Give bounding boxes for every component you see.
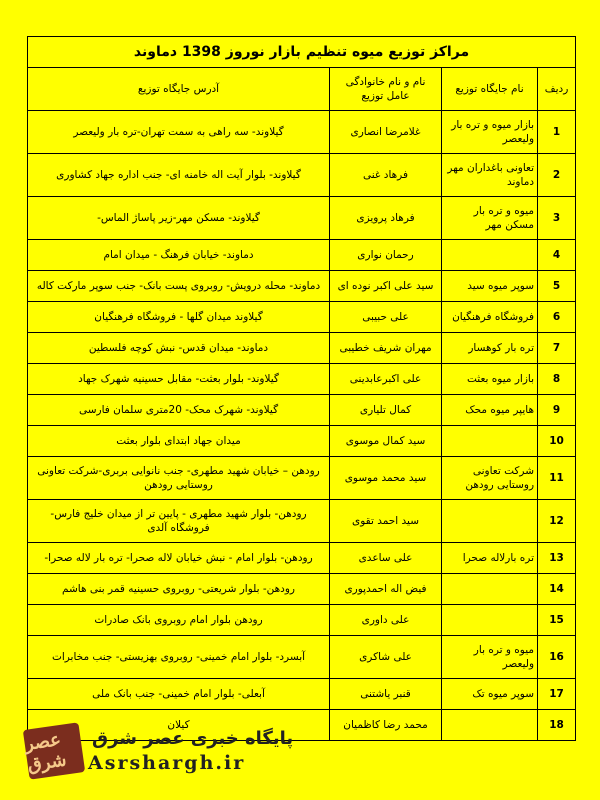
table-row — [28, 302, 576, 333]
row-number: 18 — [538, 710, 576, 741]
agent-name: علی حبیبی — [330, 302, 442, 333]
agent-name: مهران شریف خطیبی — [330, 333, 442, 364]
place-name: سوپر میوه تک — [442, 679, 538, 710]
address: دماوند- میدان قدس- نبش کوچه فلسطین — [28, 333, 330, 364]
row-number: 11 — [538, 457, 576, 500]
table-row — [28, 543, 576, 574]
place-name — [442, 574, 538, 605]
row-number: 16 — [538, 636, 576, 679]
table-row — [28, 395, 576, 426]
table-row — [28, 364, 576, 395]
table-row — [28, 457, 576, 500]
header-agent: نام و نام خانوادگی عامل توزیع — [330, 68, 442, 111]
table-row — [28, 500, 576, 543]
address: میدان جهاد ابتدای بلوار بعثت — [28, 426, 330, 457]
address: گیلاوند میدان گلها - فروشگاه فرهنگیان — [28, 302, 330, 333]
table-row — [28, 605, 576, 636]
address: آبسرد- بلوار امام خمینی- روبروی بهزیستی- جنب مخابرات — [28, 636, 330, 679]
table-title: مراکز توزیع میوه تنظیم بازار نوروز 1398 دماوند — [28, 37, 576, 68]
agent-name: غلامرضا انصاری — [330, 111, 442, 154]
agent-name: علی اکبرعابدینی — [330, 364, 442, 395]
table-row — [28, 154, 576, 197]
row-number: 12 — [538, 500, 576, 543]
row-number: 10 — [538, 426, 576, 457]
table-row — [28, 426, 576, 457]
row-number: 7 — [538, 333, 576, 364]
document — [27, 36, 575, 741]
place-name — [442, 605, 538, 636]
address: رودهن – خیابان شهید مطهری- جنب نانوایی بربری-شرکت تعاونی روستایی رودهن — [28, 457, 330, 500]
place-name: میوه و تره بار مسکن مهر — [442, 197, 538, 240]
agent-name: سید محمد موسوی — [330, 457, 442, 500]
row-number: 4 — [538, 240, 576, 271]
row-number: 14 — [538, 574, 576, 605]
row-number: 9 — [538, 395, 576, 426]
agent-name: محمد رضا کاظمیان — [330, 710, 442, 741]
address: گیلاوند- سه راهی به سمت تهران-تره بار ولیعصر — [28, 111, 330, 154]
table-row — [28, 679, 576, 710]
header-row-number: ردیف — [538, 68, 576, 111]
header-address: آدرس جایگاه توزیع — [28, 68, 330, 111]
site-logo — [23, 722, 85, 779]
address: رودهن- بلوار شهید مطهری - پایین تر از میدان خلیج فارس- فروشگاه آلدی — [28, 500, 330, 543]
place-name: سوپر میوه سید — [442, 271, 538, 302]
agent-name: سید احمد تقوی — [330, 500, 442, 543]
place-name: تره بارلاله صحرا — [442, 543, 538, 574]
address: دماوند- محله درویش- روبروی پست بانک- جنب سوپر مارکت کاله — [28, 271, 330, 302]
table-row — [28, 333, 576, 364]
header-place: نام جایگاه توزیع — [442, 68, 538, 111]
agent-name: فیض اله احمدپوری — [330, 574, 442, 605]
place-name: بازار میوه و تره بار ولیعصر — [442, 111, 538, 154]
row-number: 5 — [538, 271, 576, 302]
address: گیلاوند- بلوار بعثت- مقابل حسینیه شهرک جهاد — [28, 364, 330, 395]
distribution-table — [27, 36, 576, 741]
agent-name: علی داوری — [330, 605, 442, 636]
agent-name: رحمان نواری — [330, 240, 442, 271]
agent-name: فرهاد پرویزی — [330, 197, 442, 240]
row-number: 3 — [538, 197, 576, 240]
place-name: بازار میوه بعثت — [442, 364, 538, 395]
logo-text: عصر شرق — [23, 729, 68, 776]
header-row — [28, 68, 576, 111]
address: رودهن بلوار امام روبروی بانک صادرات — [28, 605, 330, 636]
row-number: 17 — [538, 679, 576, 710]
address: دماوند- خیابان فرهنگ - میدان امام — [28, 240, 330, 271]
agent-name: قنبر یاشتنی — [330, 679, 442, 710]
row-number: 2 — [538, 154, 576, 197]
place-name: فروشگاه فرهنگیان — [442, 302, 538, 333]
address: گیلاوند- شهرک محک- 20متری سلمان فارسی — [28, 395, 330, 426]
place-name: میوه و تره بار ولیعصر — [442, 636, 538, 679]
table-row — [28, 197, 576, 240]
table-row — [28, 111, 576, 154]
address: رودهن- بلوار امام - نبش خیابان لاله صحرا- تره بار لاله صحرا- — [28, 543, 330, 574]
row-number: 15 — [538, 605, 576, 636]
table-row — [28, 271, 576, 302]
place-name — [442, 426, 538, 457]
place-name: شرکت تعاونی روستایی رودهن — [442, 457, 538, 500]
place-name — [442, 500, 538, 543]
row-number: 1 — [538, 111, 576, 154]
address: گیلاوند- بلوار آیت اله خامنه ای- جنب اداره جهاد کشاوری — [28, 154, 330, 197]
site-url: Asrshargh.ir — [88, 752, 246, 774]
place-name: هایپر میوه محک — [442, 395, 538, 426]
agent-name: سید کمال موسوی — [330, 426, 442, 457]
table-row — [28, 636, 576, 679]
address: گیلاوند- مسکن مهر-زیر پاساژ الماس- — [28, 197, 330, 240]
row-number: 13 — [538, 543, 576, 574]
address: رودهن- بلوار شریعتی- روبروی حسینیه قمر بنی هاشم — [28, 574, 330, 605]
place-name: تره بار کوهسار — [442, 333, 538, 364]
row-number: 8 — [538, 364, 576, 395]
agent-name: علی شاکری — [330, 636, 442, 679]
agent-name: سید علی اکبر نوده ای — [330, 271, 442, 302]
address: آبعلی- بلوار امام خمینی- جنب بانک ملی — [28, 679, 330, 710]
address: کیلان — [28, 710, 330, 741]
table-row — [28, 574, 576, 605]
row-number: 6 — [538, 302, 576, 333]
table-row — [28, 240, 576, 271]
place-name: تعاونی باغداران مهر دماوند — [442, 154, 538, 197]
agent-name: فرهاد غنی — [330, 154, 442, 197]
site-name: پایگاه خبری عصر شرق — [92, 728, 294, 749]
agent-name: کمال تلیاری — [330, 395, 442, 426]
place-name — [442, 240, 538, 271]
agent-name: علی ساعدی — [330, 543, 442, 574]
watermark — [23, 726, 574, 776]
